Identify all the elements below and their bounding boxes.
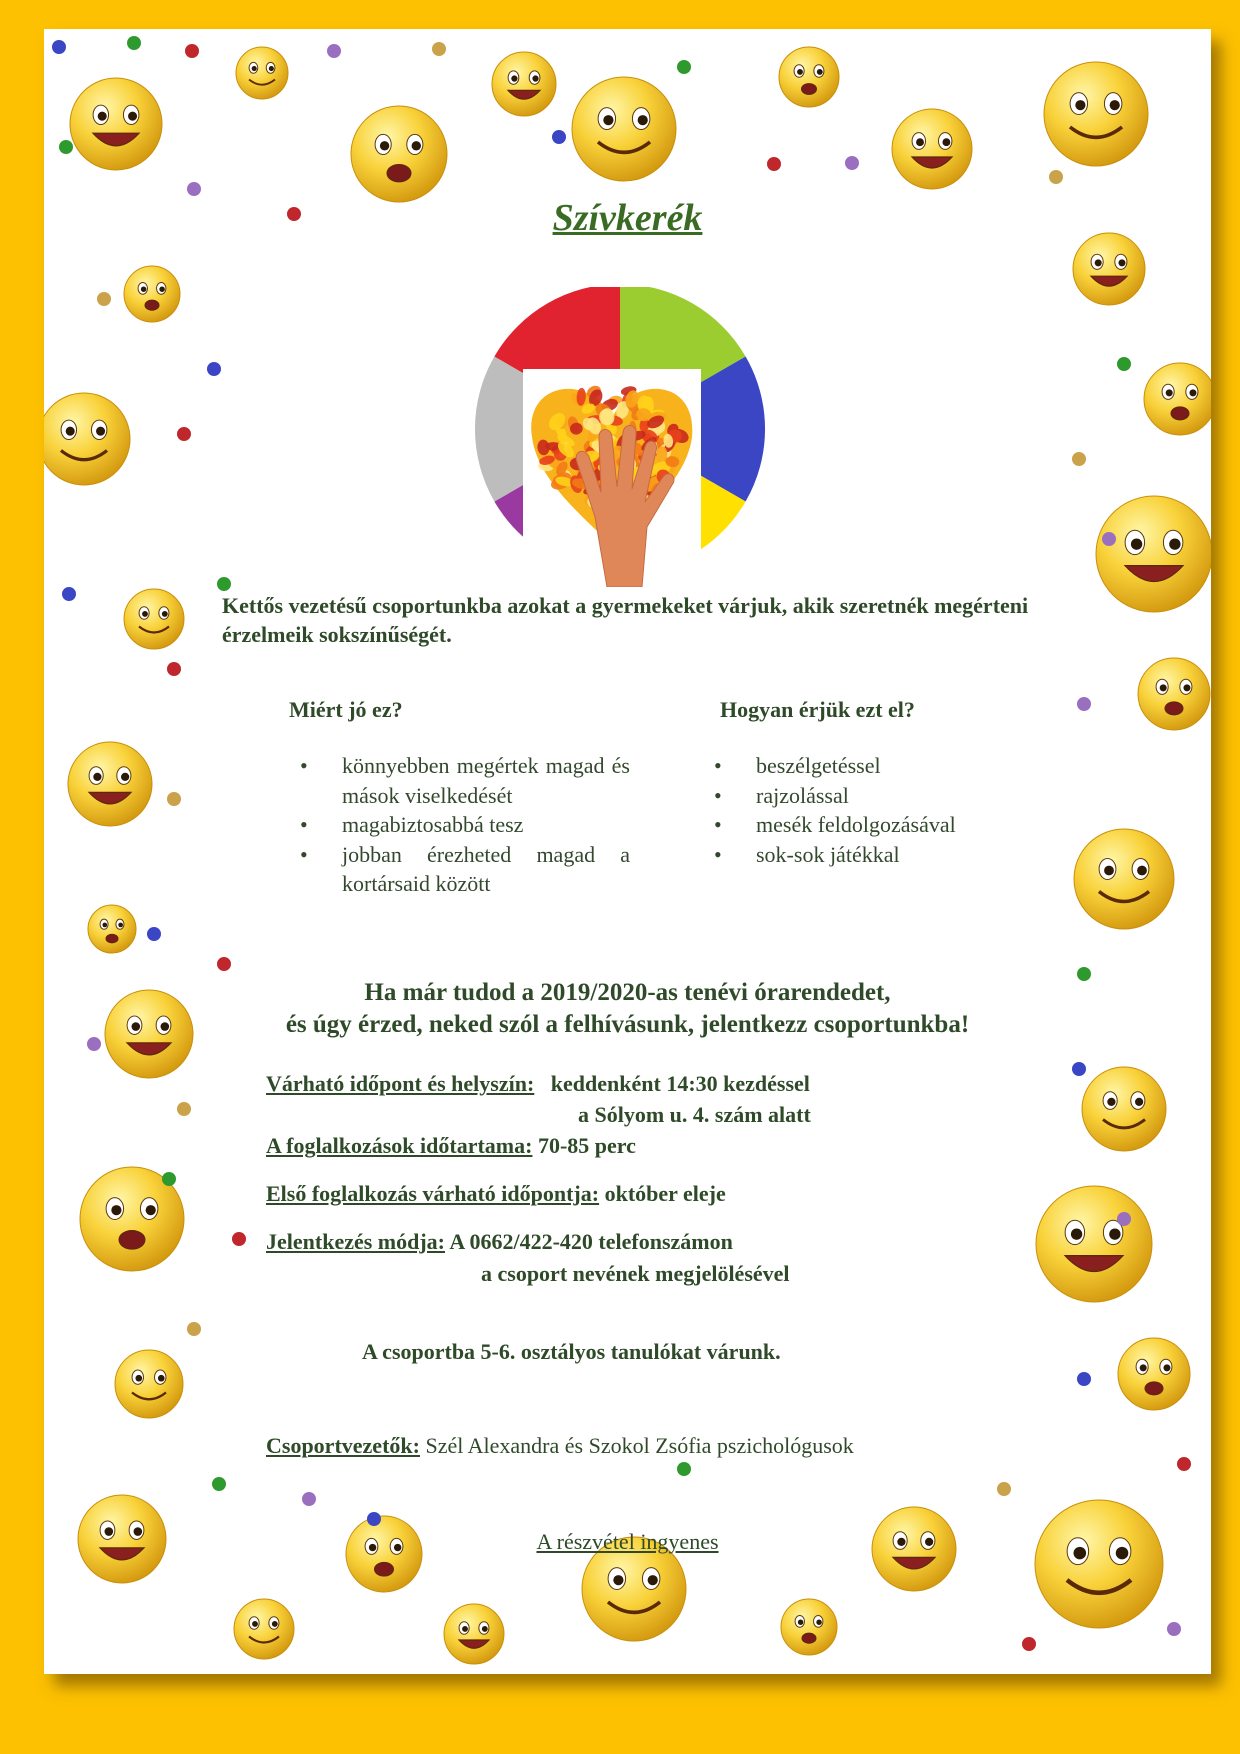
intro-text: Kettős vezetésű csoportunkba azokat a gyermekeket várjuk, akik szeretnék megérteni érzelmeik sokszínűségét. [222,593,1029,647]
apply-label: Jelentkezés módja: [266,1229,446,1254]
first-session-row [266,1181,726,1207]
how-list [714,751,1034,869]
list-item: • jobban érezheted magad a kortársaid között [300,840,630,899]
free-participation-text: A részvétel ingyenes [536,1529,719,1554]
time-place-row [266,1071,810,1097]
list-item: • magabiztosabbá tesz [300,810,630,840]
why-list [300,751,630,899]
time-place-row-2 [578,1102,811,1128]
list-item: • rajzolással [714,781,1034,811]
apply-row [266,1229,733,1255]
leaders-value: Szél Alexandra és Szokol Zsófia pszichológusok [425,1433,854,1458]
time-place-value: keddenként 14:30 kezdéssel [550,1071,810,1096]
target-group-text: A csoportba 5-6. osztályos tanulókat várunk. [362,1339,781,1364]
place-value: a Sólyom u. 4. szám alatt [578,1102,811,1127]
heart-wheel-logo [467,287,777,587]
duration-value: 70-85 perc [537,1133,636,1158]
call-line-1: Ha már tudod a 2019/2020-as tenévi órarendedet, [364,979,891,1006]
call-line-2: és úgy érzed, neked szól a felhívásunk, jelentkezz csoportunkba! [285,1011,970,1038]
apply-value: A 0662/422-420 telefonszámon [449,1229,733,1254]
list-item: • könnyebben megértek magad és mások viselkedését [300,751,630,810]
flyer-page [44,29,1211,1674]
apply-value-2: a csoport nevének megjelölésével [481,1261,790,1286]
time-place-label: Várható időpont és helyszín: [266,1071,535,1096]
leaders-label: Csoportvezetők: [266,1433,420,1458]
why-heading: Miért jó ez? [289,697,403,722]
list-item: • beszélgetéssel [714,751,1034,781]
call-to-action [44,977,1211,1041]
page-title: Szívkerék [552,197,703,239]
how-heading: Hogyan érjük ezt el? [720,697,915,722]
first-session-value: október eleje [604,1181,726,1206]
apply-row-2 [481,1261,790,1287]
list-item: • sok-sok játékkal [714,840,1034,870]
leaders-row [266,1433,854,1459]
duration-row [266,1133,636,1159]
first-session-label: Első foglalkozás várható időpontja: [266,1181,600,1206]
duration-label: A foglalkozások időtartama: [266,1133,533,1158]
list-item: • mesék feldolgozásával [714,810,1034,840]
